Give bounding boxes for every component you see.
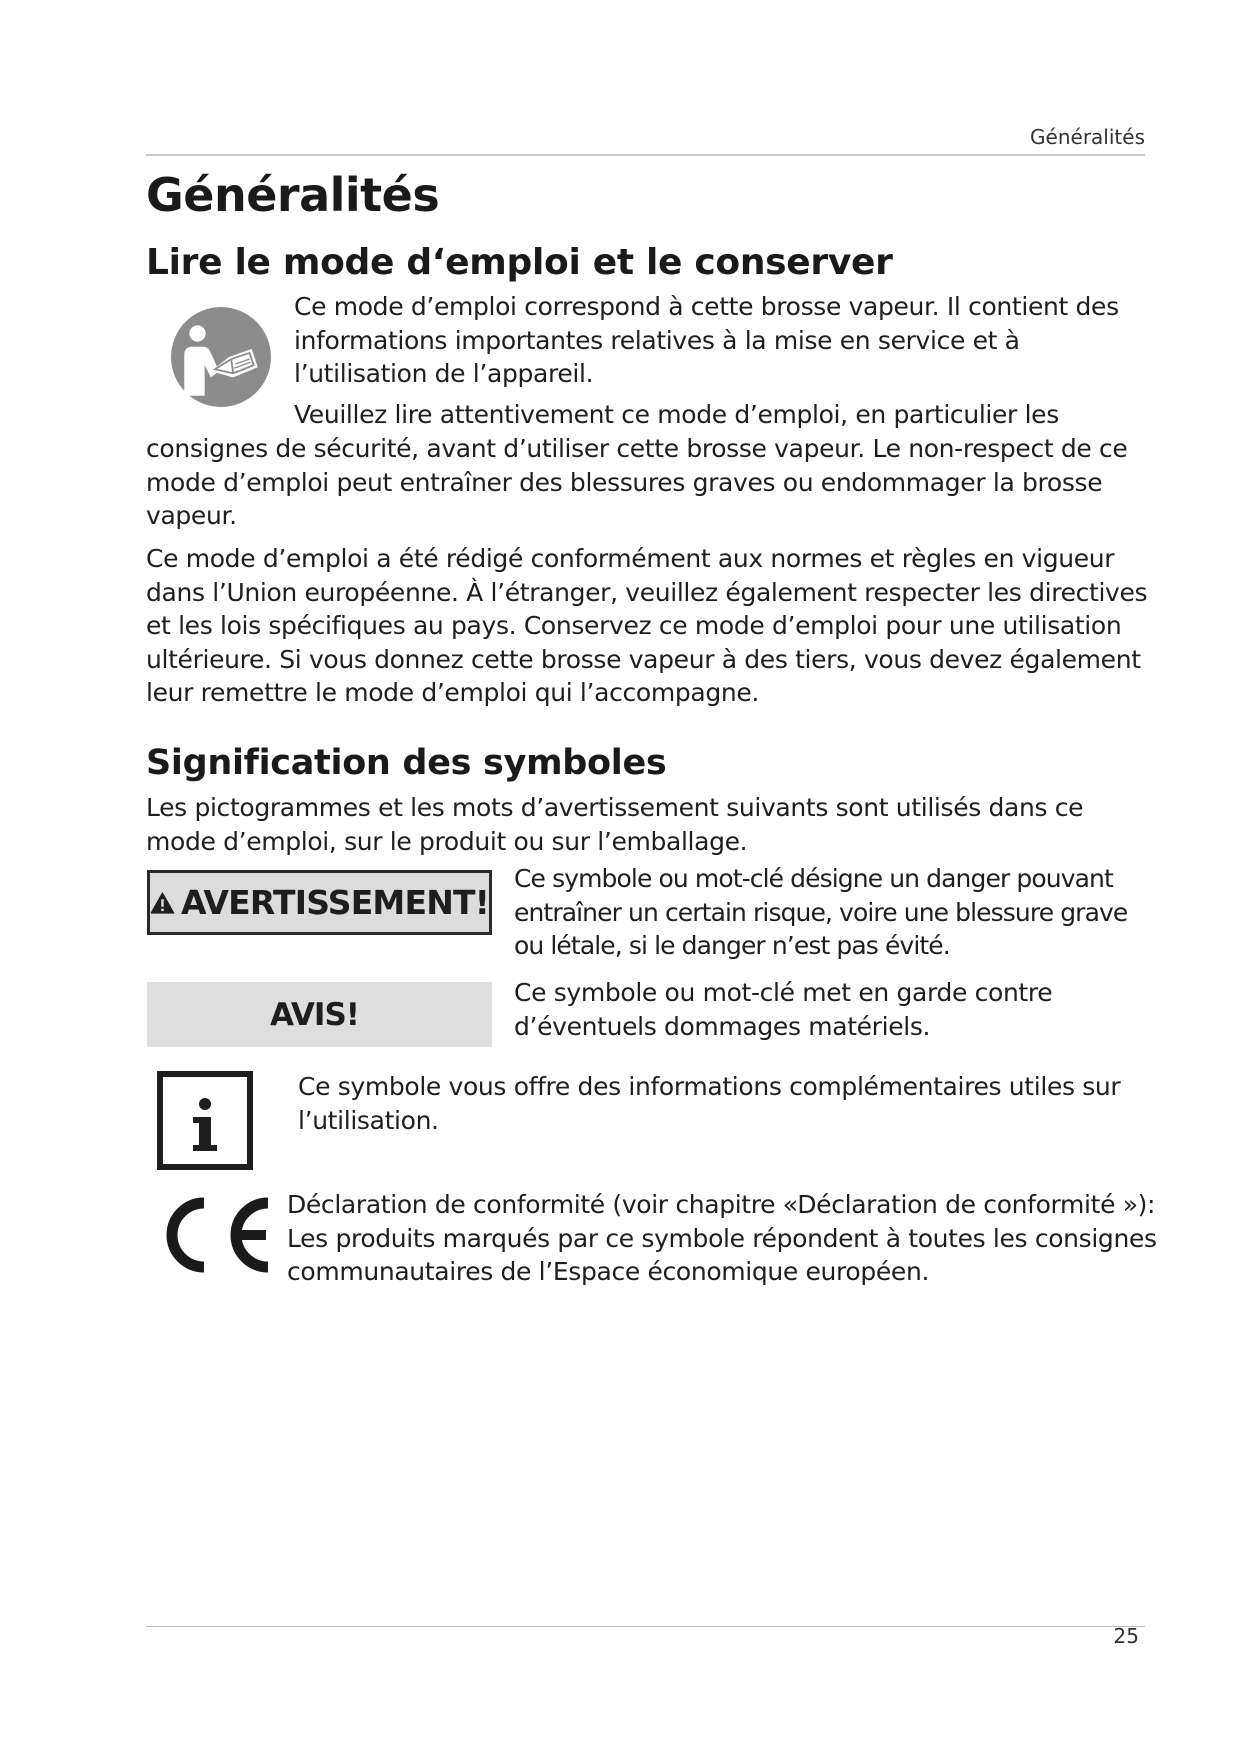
info-icon xyxy=(157,1071,253,1170)
footer-rule xyxy=(146,1626,1145,1627)
paragraph-read-carefully: consignes de sécurité, avant d’utiliser cette brosse vapeur. Le non-respect de ce mode d’emploi peut entraîner des blessures graves ou endommager la brosse vapeur. xyxy=(146,434,1128,530)
section-heading-read-manual: Lire le mode d‘emploi et le conserver xyxy=(146,242,893,283)
ce-description: Déclaration de conformité (voir chapitre «Déclaration de conformité »): Les produits marqués par ce symbole répondent à toutes les consignes communautaires de l’Espace économique européen. xyxy=(287,1190,1157,1286)
header-rule xyxy=(146,154,1145,156)
page-title: Généralités xyxy=(146,168,440,222)
page-number: 25 xyxy=(1113,1624,1139,1648)
notice-signal-box xyxy=(147,982,492,1047)
warning-signal-box xyxy=(147,870,492,935)
info-description: Ce symbole vous offre des informations complémentaires utiles sur l’utilisation. xyxy=(298,1072,1121,1135)
section-heading-symbols: Signification des symboles xyxy=(146,743,667,783)
paragraph-read-carefully-line1: Veuillez lire attentivement ce mode d’emploi, en particulier les xyxy=(294,400,1059,429)
paragraph-eu-norms: Ce mode d’emploi a été rédigé conformément aux normes et règles en vigueur dans l’Union européenne. À l’étranger, veuillez également respecter les directives et les lois spécifiques au pays. Conservez ce mode d’emploi pour une utilisation ultérieure. Si vous donnez cette brosse vapeur à des tiers, vous devez également leur remettre le mode d’emploi qui l’accompagne. xyxy=(146,544,1148,707)
warning-triangle-icon xyxy=(150,886,175,920)
notice-label: AVIS! xyxy=(270,996,359,1033)
paragraph-symbols-intro: Les pictogrammes et les mots d’avertissement suivants sont utilisés dans ce mode d’emploi, sur le produit ou sur l’emballage. xyxy=(146,793,1084,856)
warning-description: Ce symbole ou mot-clé désigne un danger pouvant entraîner un certain risque, voire une blessure grave ou létale, si le danger n’est pas évité. xyxy=(514,864,1128,960)
notice-description: Ce symbole ou mot-clé met en garde contre d’éventuels dommages matériels. xyxy=(514,978,1053,1041)
ce-mark-icon xyxy=(160,1195,274,1275)
paragraph-manual-intro: Ce mode d’emploi correspond à cette brosse vapeur. Il contient des informations importantes relatives à la mise en service et à l’utilisation de l’appareil. xyxy=(294,292,1119,388)
warning-label: AVERTISSEMENT! xyxy=(180,883,489,922)
read-manual-icon xyxy=(170,306,272,408)
running-header: Généralités xyxy=(1030,125,1145,149)
